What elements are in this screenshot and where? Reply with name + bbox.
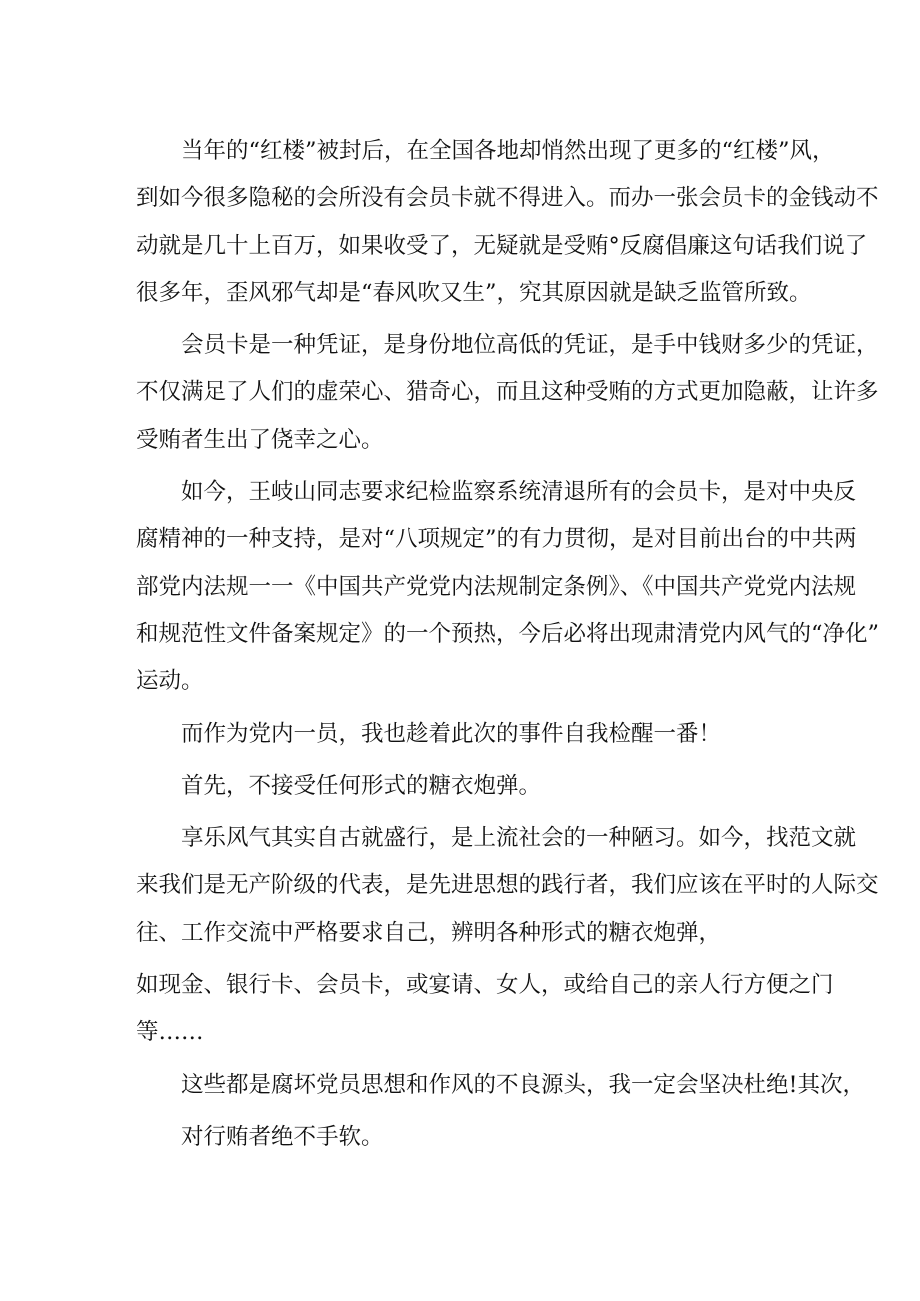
text-line: 部党内法规一一《中国共产党党内法规制定条例》、《中国共产党党内法规 <box>136 573 857 600</box>
paragraph-2 <box>136 322 879 464</box>
text-line: 运动。 <box>136 668 204 695</box>
paragraph-7 <box>136 962 834 1057</box>
text-line: 这些都是腐坏党员思想和作风的不良源头，我一定会坚决杜绝!其次， <box>181 1071 866 1098</box>
text-line: 往、工作交流中严格要求自己，辨明各种形式的糖衣炮弹， <box>136 919 722 946</box>
text-line: 对行贿者绝不手软。 <box>181 1123 384 1150</box>
paragraph-4 <box>136 711 808 758</box>
text-line: 而作为党内一员，我也趁着此次的事件自我检醒一番！ <box>181 720 722 747</box>
text-line: 来我们是无产阶级的代表，是先进思想的践行者，我们应该在平时的人际交 <box>136 872 879 899</box>
text-line: 到如今很多隐秘的会所没有会员卡就不得进入。而办一张会员卡的金钱动不 <box>136 185 879 212</box>
paragraph-6 <box>136 815 879 957</box>
paragraph-1 <box>136 128 879 317</box>
text-line: 不仅满足了人们的虚荣心、猎奇心，而且这种受贿的方式更加隐蔽，让许多 <box>136 379 879 406</box>
document-body <box>136 128 880 1166</box>
paragraph-8 <box>136 1062 866 1109</box>
paragraph-9 <box>136 1114 808 1161</box>
text-line: 腐精神的一种支持，是对“八项规定”的有力贯彻，是对目前出台的中共两 <box>136 526 857 553</box>
text-line: 动就是几十上百万，如果收受了，无疑就是受贿°反腐倡廉这句话我们说了 <box>136 232 868 259</box>
paragraph-5 <box>136 763 808 810</box>
text-line: 首先，不接受任何形式的糖衣炮弹。 <box>181 772 542 799</box>
paragraph-3 <box>136 469 880 705</box>
text-line: 等…… <box>136 1019 204 1046</box>
text-line: 享乐风气其实自古就盛行，是上流社会的一种陋习。如今，找范文就 <box>181 825 857 852</box>
text-line: 和规范性文件备案规定》的一个预热，今后必将出现肃清党内风气的“净化” <box>136 620 880 647</box>
text-line: 如现金、银行卡、会员卡，或宴请、女人，或给自己的亲人行方便之门 <box>136 972 834 999</box>
text-line: 如今，王岐山同志要求纪检监察系统清退所有的会员卡，是对中央反 <box>181 479 857 506</box>
text-line: 当年的“红楼”被封后，在全国各地却悄然出现了更多的“红楼”风， <box>181 138 835 164</box>
text-line: 会员卡是一种凭证，是身份地位高低的凭证，是手中钱财多少的凭证， <box>181 332 879 359</box>
text-line: 受贿者生出了侥幸之心。 <box>136 426 384 453</box>
text-line: 很多年，歪风邪气却是“春风吹又生”，究其原因就是缺乏监管所致。 <box>136 279 812 306</box>
